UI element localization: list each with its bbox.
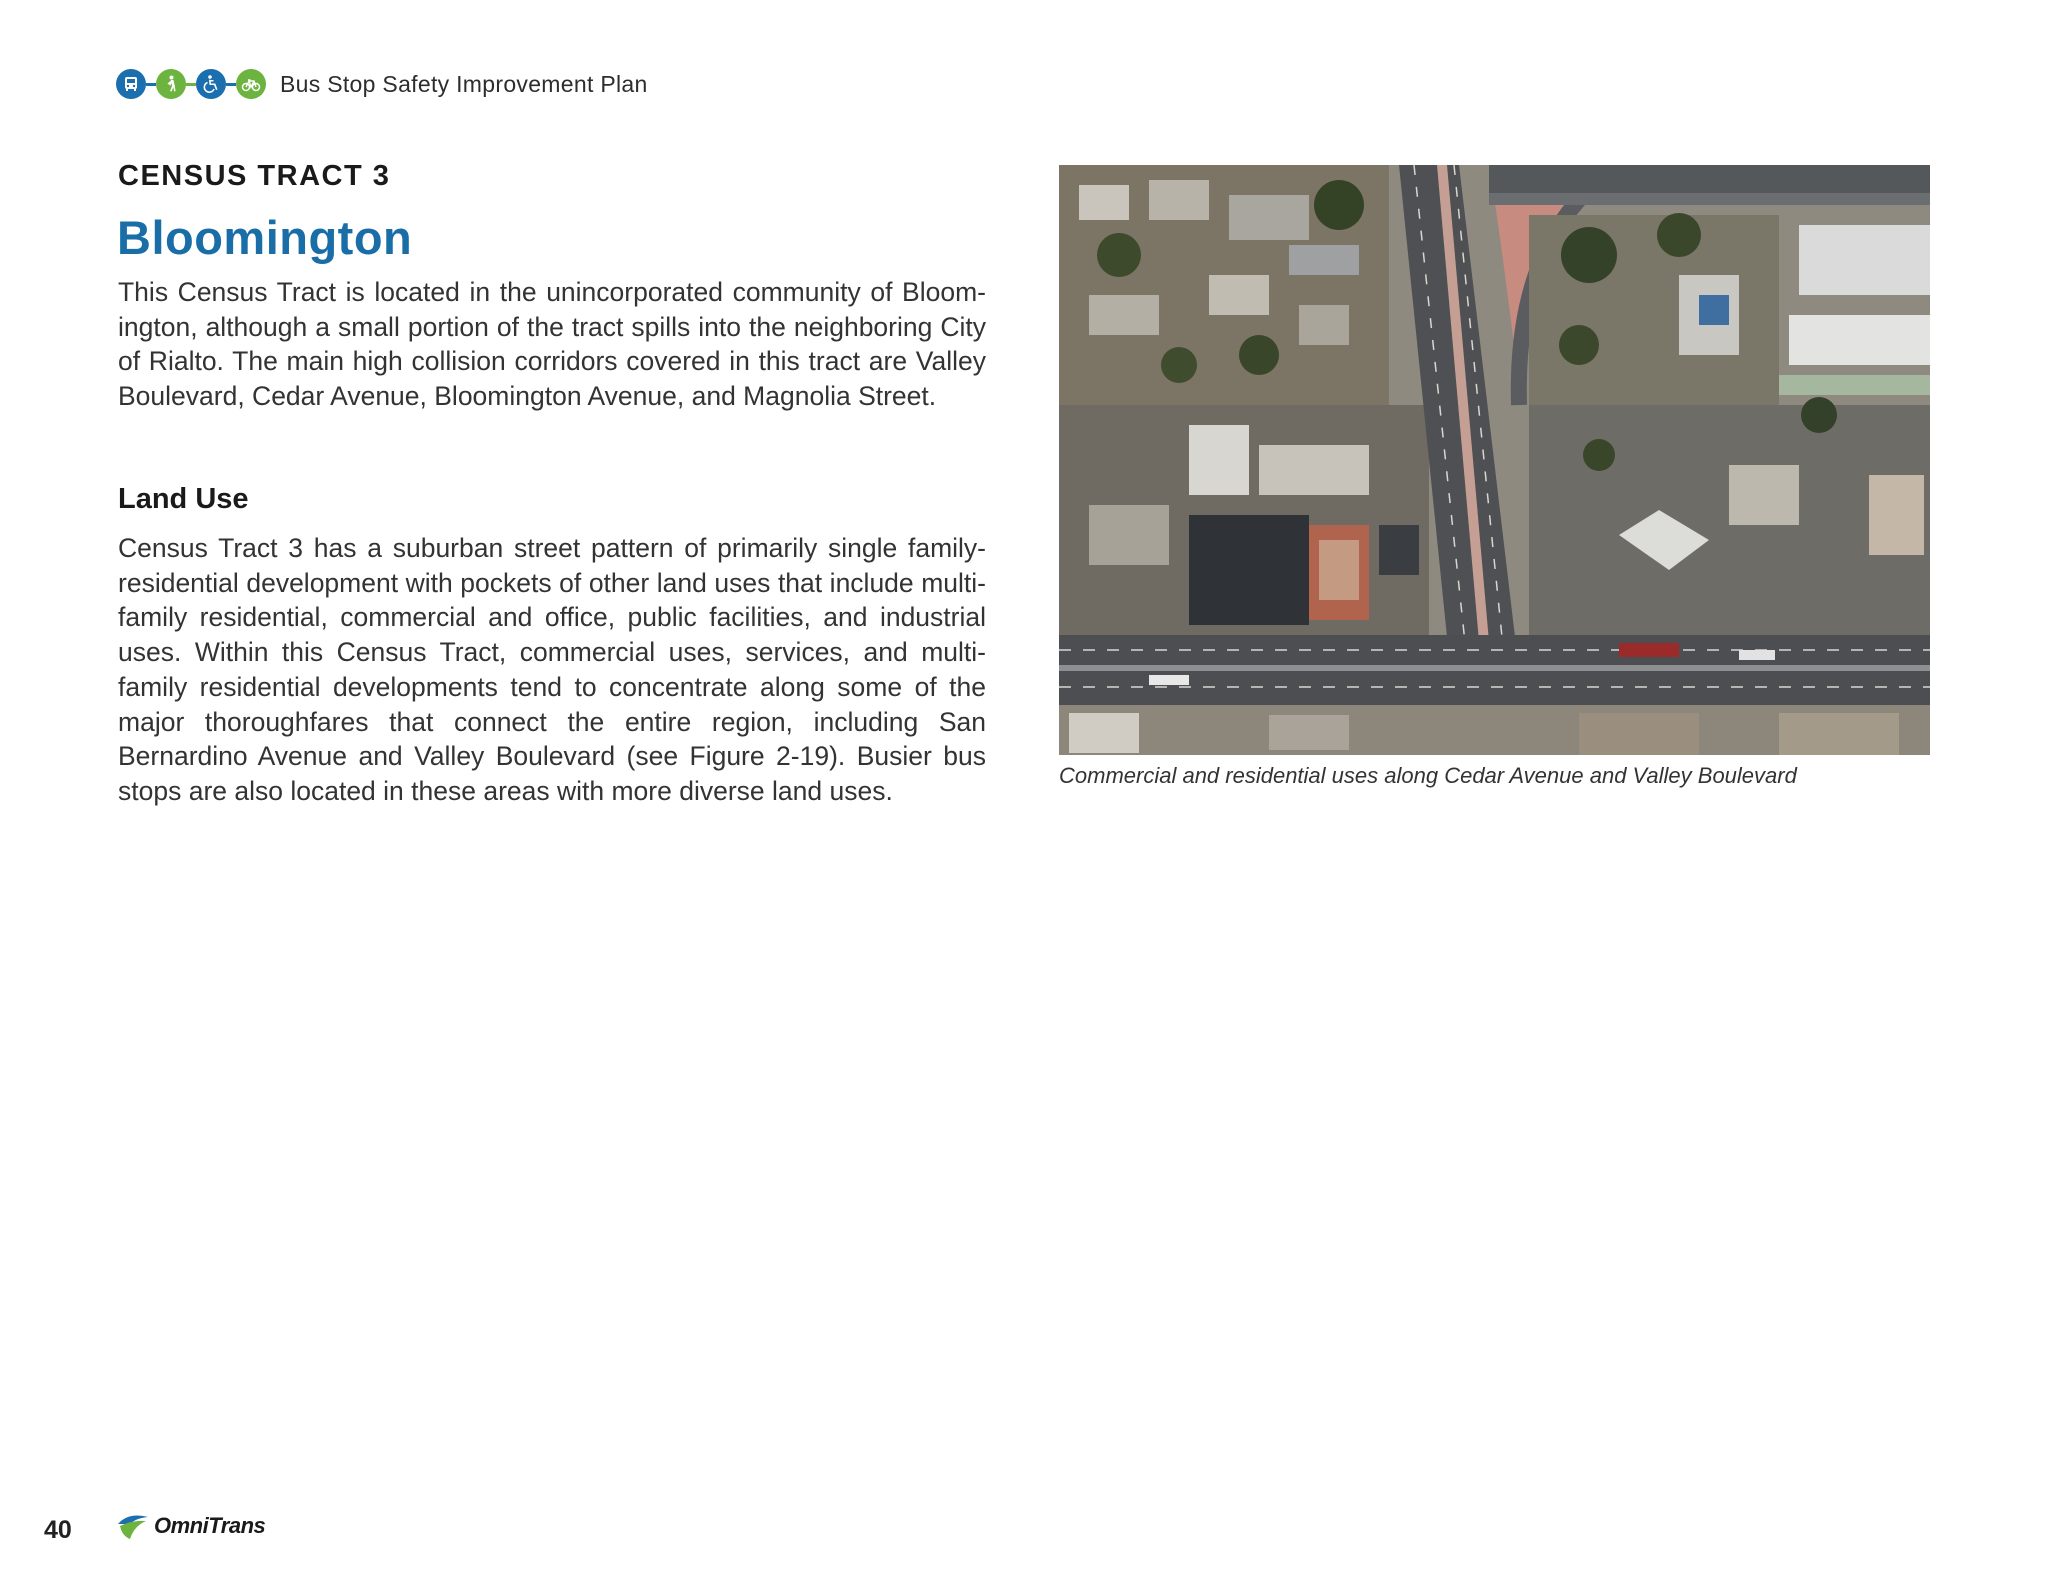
page-number: 40 — [44, 1516, 72, 1544]
wheelchair-icon — [196, 69, 226, 99]
logo-text: OmniTrans — [154, 1513, 266, 1538]
land-use-heading: Land Use — [118, 483, 249, 515]
document-title: Bus Stop Safety Improvement Plan — [280, 70, 648, 97]
bicycle-icon — [236, 69, 266, 99]
document-header — [116, 66, 648, 102]
pedestrian-icon — [156, 69, 186, 99]
intro-paragraph: This Census Tract is located in the unincorporated community of Bloomington, although a small portion of the tract spills into the neighboring City of Rialto. The main high collision corridors covered in this tract are Valley Boulevard, Cedar Avenue, Bloomington Avenue, and Magnolia Street. — [118, 277, 986, 412]
omnitrans-logo-mark — [116, 1512, 150, 1540]
land-use-paragraph: Census Tract 3 has a suburban street pattern of primarily single family-residential development with pockets of other land uses that include multi-family residential, commercial and office, public facilities, and industrial uses. Within this Census Tract, commercial uses, services, and multi-family residential developments tend to concentrate along some of the major thoroughfares that connect the entire region, including San Bernardino Avenue and Valley Boulevard (see Figure 2-19). Busier bus stops are also located in these areas with more diverse land uses. — [118, 533, 986, 806]
figure-caption: Commercial and residential uses along Cedar Avenue and Valley Boulevard — [1059, 763, 1797, 788]
section-title: Bloomington — [117, 211, 413, 264]
mode-icon-chain — [116, 69, 266, 99]
section-eyebrow: CENSUS TRACT 3 — [118, 160, 391, 192]
omnitrans-logo — [116, 1512, 265, 1540]
aerial-photo — [1059, 165, 1930, 755]
bus-icon — [116, 69, 146, 99]
